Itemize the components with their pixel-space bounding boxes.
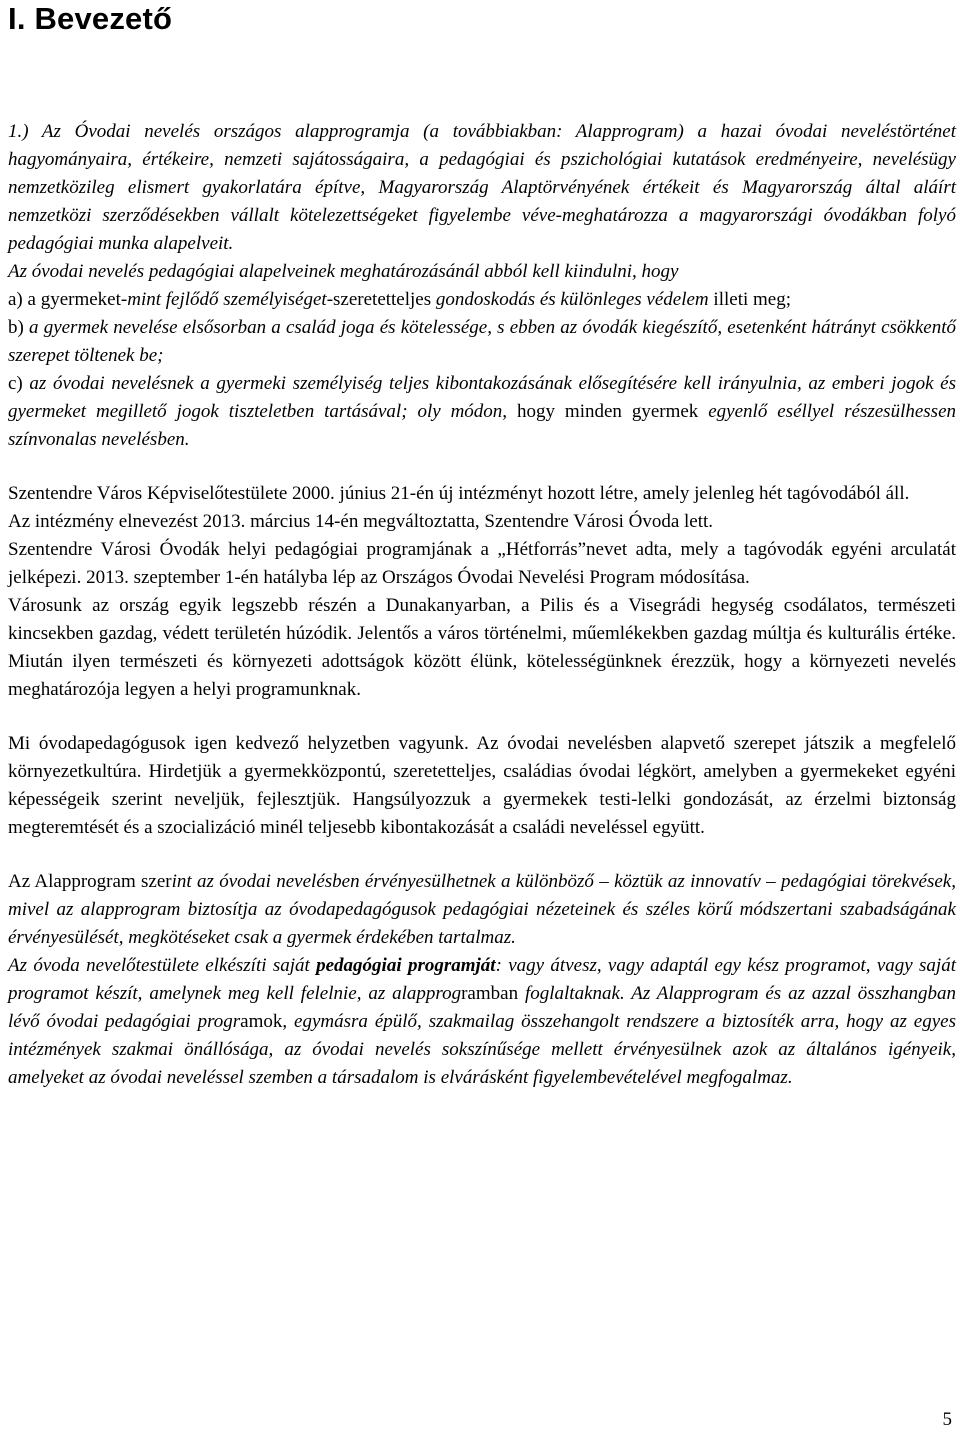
paragraph-renaming: Az intézmény elnevezést 2013. március 14-én megváltoztatta, Szentendre Városi Óvoda lett. — [8, 511, 714, 532]
paragraph-gap — [8, 842, 956, 868]
paragraph-founding: Szentendre Város Képviselőtestülete 2000. június 21-én új intézményt hozott létre, amely jelenleg hét tagóvodából áll. — [8, 483, 910, 504]
principle-a-middle: -szeretetteljes — [326, 289, 436, 310]
staff-program-start: Az óvoda nevelőtestülete elkészíti saját — [8, 955, 317, 976]
principle-b-prefix: b) — [8, 317, 30, 338]
principle-a-italic-2: gondoskodás és különleges védelem — [435, 289, 709, 310]
staff-program-mid-2: foglaltaknak. Az Alapprogram és az azzal összhangban lévő óvodai pedagógiai progr — [8, 983, 956, 1032]
paragraph-principle-b — [8, 314, 956, 370]
staff-program-plain-2: amok, — [240, 1011, 288, 1032]
paragraph-principle-a — [8, 286, 956, 314]
paragraph-city: Városunk az ország egyik legszebb részén a Dunakanyarban, a Pilis és a Visegrádi hegység csodálatos, természeti kincsekben gazdag, védett területén húzódik. Jelentős a város történelmi, műemlékekben gazdag múltja és kulturális értéke. Miután ilyen természeti és környezeti adottságok között élünk, kötelességünknek érezzük, hogy a környezeti nevelés meghatározója legyen a helyi programunknak. — [8, 595, 956, 700]
staff-program-end: figyelembevételével megfogalmaz. — [528, 1067, 793, 1088]
alapprogram-end: mek érdekében tartalmaz. — [320, 927, 516, 948]
paragraph-alapprogram — [8, 868, 956, 952]
chapter-heading: I. Bevezető — [8, 1, 173, 36]
principle-a-prefix: a) a gyermeket- — [8, 289, 128, 310]
paragraph-principle-c — [8, 370, 956, 454]
paragraph-gap — [8, 454, 956, 480]
paragraph-staff-program — [8, 952, 956, 1092]
paragraph-program-name: Szentendre Városi Óvodák helyi pedagógiai programjának a „Hétforrás”nevet adta, mely a tagóvodák egyéni arculatát jelképezi. 2013. szeptember 1-én hatályba lép az Országos Óvodai Nevelési Program módosítása. — [8, 539, 956, 588]
principle-b-text: a gyermek nevelése elsősorban a család joga és kötelessége, s ebben az óvodák kiegészítő, esetenként hátrányt csökkentő szerepet töltenek be; — [8, 317, 957, 366]
page-number: 5 — [942, 1409, 952, 1430]
staff-program-mid-1: : vagy átvesz, vagy adaptál egy kész programot, vagy saját programot készít, amelynek meg kell felelnie, az alapprog — [8, 955, 956, 1004]
principle-a-italic-1: mint fejlődő személyiséget — [127, 289, 327, 310]
principle-c-prefix: c) — [8, 373, 30, 394]
staff-program-bold: pedagógiai programját — [316, 955, 496, 976]
alapprogram-italic: int az óvodai nevelésben érvényesülhetnek a különböző – köztük az innovatív – pedagógiai törekvések, mivel az alapprogram biztosítja az óvodapedagógusok pedagógiai nézeteinek és széles körű módszertani szabadságának érvényesülését, megkötéseket csak a gyer — [8, 871, 956, 948]
principle-c-end: egyenlő eséllyel részesülhessen színvonalas nevelésben. — [8, 401, 956, 450]
staff-program-mid-4: elvárásként — [440, 1067, 529, 1088]
principle-c-middle: hogy minden gyermek — [517, 401, 709, 422]
paragraph-teachers: Mi óvodapedagógusok igen kedvező helyzetben vagyunk. Az óvodai nevelésben alapvető szerepet játszik a megfelelő környezetkultúra. Hirdetjük a gyermekközpontú, szeretetteljes, családias óvodai légkört, amelyben a gyermekeket egyéni képességeik szerint neveljük, fejlesztjük. Hangsúlyozzuk a gyermekek testi-lelki gondozását, az érzelmi biztonság megteremtését és a szocializáció minél teljesebb kibontakozását a családi neveléssel együtt. — [8, 733, 956, 838]
principle-c-text: az óvodai nevelésnek a gyermeki személyiség teljes kibontakozásának elősegítésére kell irányulnia, az emberi jogok és gyermeket megillető jogok tiszteletben tartásával; oly módon, — [8, 373, 956, 422]
paragraph-principles-lead: Az óvodai nevelés pedagógiai alapelveinek meghatározásánál abból kell kiindulni, hogy — [8, 261, 679, 282]
document-body — [8, 118, 956, 1092]
alapprogram-start: Az Alapprogram szer — [8, 871, 172, 892]
paragraph-gap — [8, 704, 956, 730]
paragraph-intro: 1.) Az Óvodai nevelés országos alapprogramja (a továbbiakban: Alapprogram) a hazai óvodai neveléstörténet hagyományaira, értékeire, nemzeti sajátosságaira, a pedagógiai és pszichológiai kutatások eredményeire, nevelésügy nemzetközileg elismert gyakorlatára építve, Magyarország Alaptörvényének értékeit és Magyarország által aláírt nemzetközi szerződésekben vállalt kötelezettségeket figyelembe véve-meghatározza a magyarországi óvodákban folyó pedagógiai munka alapelveit. — [8, 121, 956, 254]
staff-program-mid-3: egymásra épülő, szakmailag összehangolt rendszere a biztosíték arra, hogy az egyes intézmények szakmai önállósága, az óvodai nevelés sokszínűsége mellett érvényesülnek azok az általános igényeik, amelyeket az óvodai neveléssel szemben a társadalom is — [8, 1011, 956, 1088]
principle-a-end: illeti meg; — [713, 289, 791, 310]
staff-program-plain-1: ramban — [461, 983, 519, 1004]
